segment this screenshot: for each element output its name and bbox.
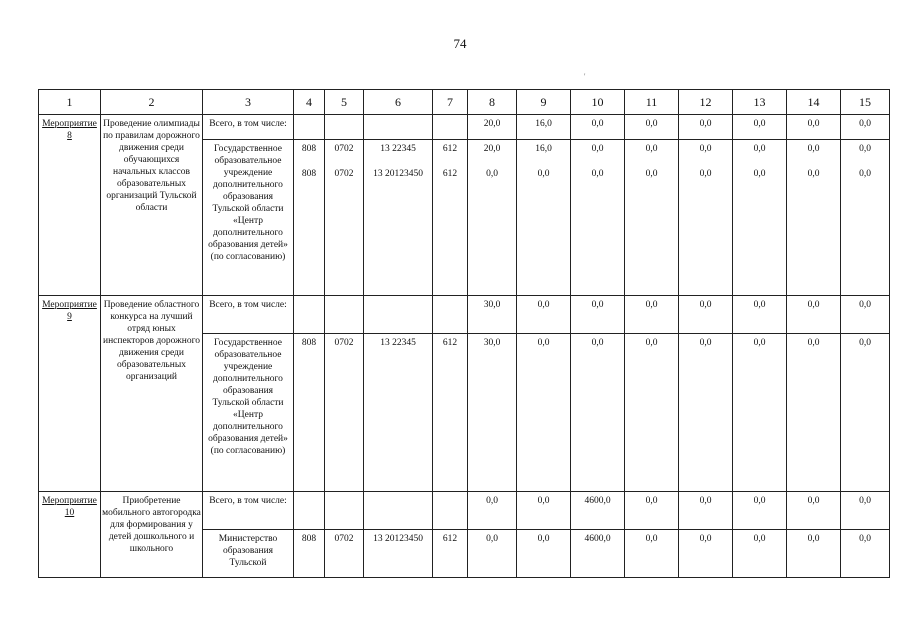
table-cell: 0,0 (733, 334, 787, 492)
value-cell: 0,0 (517, 296, 571, 334)
table-cell: 0,0 (753, 169, 766, 179)
table-cell: 808 (294, 334, 325, 492)
column-header: 3 (203, 90, 294, 115)
empty-cell (364, 296, 433, 334)
value-cell: 4600,0 (571, 492, 625, 530)
empty-cell (325, 115, 364, 140)
value-cell: 0,0 (571, 296, 625, 334)
table-cell: 13 22345 (380, 144, 416, 154)
measure-9-total-row (39, 296, 890, 334)
value-cell: 0,0 (787, 492, 841, 530)
table-cell: 612 (442, 144, 458, 154)
table-cell: 0,0 (699, 169, 712, 179)
empty-cell (364, 115, 433, 140)
empty-cell (433, 115, 468, 140)
value-cell: 30,0 (468, 296, 517, 334)
empty-cell (325, 296, 364, 334)
value-cell: 0,0 (787, 296, 841, 334)
value-cell: 20,0 (468, 115, 517, 140)
column-header: 2 (101, 90, 203, 115)
measure-name: Проведение областного конкурса на лучший отряд юных инспекторов дорожного движения среди образовательных организаций (101, 296, 203, 492)
value-cell: 0,0 (625, 115, 679, 140)
budget-table (38, 89, 890, 578)
table-cell: 808 (301, 169, 317, 179)
table-cell: 0,0 (841, 530, 890, 578)
table-cell: 808 (294, 530, 325, 578)
executor-name: Государственное образовательное учреждение дополнительного образования Тульской области «Центр дополнительного образования детей» (по согласованию) (203, 334, 294, 492)
table-cell: 0,0 (787, 530, 841, 578)
table-cell: 0,0 (787, 334, 841, 492)
measure-name: Приобретение мобильного автогородка для формирования у детей дошкольного и школьного (101, 492, 203, 578)
empty-cell (364, 492, 433, 530)
table-cell: 0,0 (591, 169, 604, 179)
measure-code: Мероприятие 8 (39, 115, 101, 296)
table-cell: 612 (442, 169, 458, 179)
column-header: 15 (841, 90, 890, 115)
measure-code: Мероприятие 9 (39, 296, 101, 492)
table-cell: 0702 (325, 530, 364, 578)
table-cell: 0,0 (733, 530, 787, 578)
table-cell: 0,0 (807, 169, 820, 179)
column-header: 1 (39, 90, 101, 115)
value-cell: 0,0 (733, 296, 787, 334)
table-cell: 808 (301, 144, 317, 154)
value-cell: 0,0 (625, 492, 679, 530)
empty-cell (433, 296, 468, 334)
table-cell: 0,0 (859, 169, 871, 179)
table-cell: 0,0 (679, 530, 733, 578)
empty-cell (679, 140, 733, 296)
value-cell: 0,0 (787, 115, 841, 140)
table-cell: 0,0 (537, 169, 550, 179)
column-header: 12 (679, 90, 733, 115)
column-header: 4 (294, 90, 325, 115)
value-cell: 0,0 (733, 492, 787, 530)
column-header: 5 (325, 90, 364, 115)
table-cell: 0,0 (517, 334, 571, 492)
empty-cell (294, 115, 325, 140)
table-cell: 0,0 (753, 144, 766, 154)
empty-cell (433, 140, 468, 296)
table-cell: 0,0 (486, 169, 498, 179)
column-header: 11 (625, 90, 679, 115)
measure-code: Мероприятие 10 (39, 492, 101, 578)
empty-cell (364, 140, 433, 296)
value-cell: 0,0 (468, 492, 517, 530)
value-cell: 0,0 (625, 296, 679, 334)
table-cell: 612 (433, 530, 468, 578)
empty-cell (325, 492, 364, 530)
total-label: Всего, в том числе: (203, 296, 294, 334)
measure-8-total-row (39, 115, 890, 140)
measure-name: Проведение олимпиады по правилам дорожного движения среди обучающихся начальных классов образовательных организаций Тульской области (101, 115, 203, 296)
table-cell: 4600,0 (571, 530, 625, 578)
value-cell: 0,0 (679, 296, 733, 334)
value-cell: 0,0 (571, 115, 625, 140)
table-cell: 0,0 (517, 530, 571, 578)
table-cell: 0,0 (841, 334, 890, 492)
table-cell: 0,0 (807, 144, 820, 154)
table-cell: 20,0 (483, 144, 501, 154)
value-cell: 0,0 (841, 296, 890, 334)
empty-cell (841, 140, 890, 296)
total-label: Всего, в том числе: (203, 492, 294, 530)
column-header: 9 (517, 90, 571, 115)
column-header: 7 (433, 90, 468, 115)
column-header: 6 (364, 90, 433, 115)
page-number: 74 (453, 36, 467, 51)
value-cell: 0,0 (679, 115, 733, 140)
table-cell: 0,0 (571, 334, 625, 492)
empty-cell (733, 140, 787, 296)
table-cell: 0,0 (468, 530, 517, 578)
table-cell: 0,0 (679, 334, 733, 492)
total-label: Всего, в том числе: (203, 115, 294, 140)
table-cell: 13 20123450 (364, 530, 433, 578)
column-header: 13 (733, 90, 787, 115)
column-header: 14 (787, 90, 841, 115)
table-cell: 0702 (334, 169, 354, 179)
column-header: 8 (468, 90, 517, 115)
value-cell: 0,0 (517, 492, 571, 530)
value-cell: 0,0 (733, 115, 787, 140)
empty-cell (325, 140, 364, 296)
value-cell: 0,0 (679, 492, 733, 530)
table-cell: 13 20123450 (373, 169, 423, 179)
table-cell: 0,0 (645, 169, 658, 179)
empty-cell (433, 492, 468, 530)
table-cell: 0,0 (699, 144, 712, 154)
column-number-row (39, 90, 890, 115)
empty-cell (294, 140, 325, 296)
empty-cell (294, 296, 325, 334)
table-cell: 30,0 (468, 334, 517, 492)
table-cell: 0,0 (625, 334, 679, 492)
table-cell: 16,0 (535, 144, 552, 154)
executor-name: Министерство образования Тульской (203, 530, 294, 578)
empty-cell (571, 140, 625, 296)
table-cell: 0,0 (645, 144, 658, 154)
empty-cell (468, 140, 517, 296)
value-cell: 0,0 (841, 492, 890, 530)
scan-speck: ' (584, 72, 586, 81)
table-cell: 612 (433, 334, 468, 492)
empty-cell (787, 140, 841, 296)
table-cell: 0,0 (625, 530, 679, 578)
table-cell: 0,0 (591, 144, 604, 154)
empty-cell (294, 492, 325, 530)
value-cell: 0,0 (841, 115, 890, 140)
measure-10-total-row (39, 492, 890, 530)
executor-name: Государственное образовательное учреждение дополнительного образования Тульской области «Центр дополнительного образования детей» (по согласованию) (203, 140, 294, 296)
empty-cell (625, 140, 679, 296)
table-cell: 0,0 (859, 144, 871, 154)
table-cell: 0702 (325, 334, 364, 492)
table-cell: 13 22345 (364, 334, 433, 492)
table-cell: 0702 (334, 144, 354, 154)
column-header: 10 (571, 90, 625, 115)
value-cell: 16,0 (517, 115, 571, 140)
empty-cell (517, 140, 571, 296)
